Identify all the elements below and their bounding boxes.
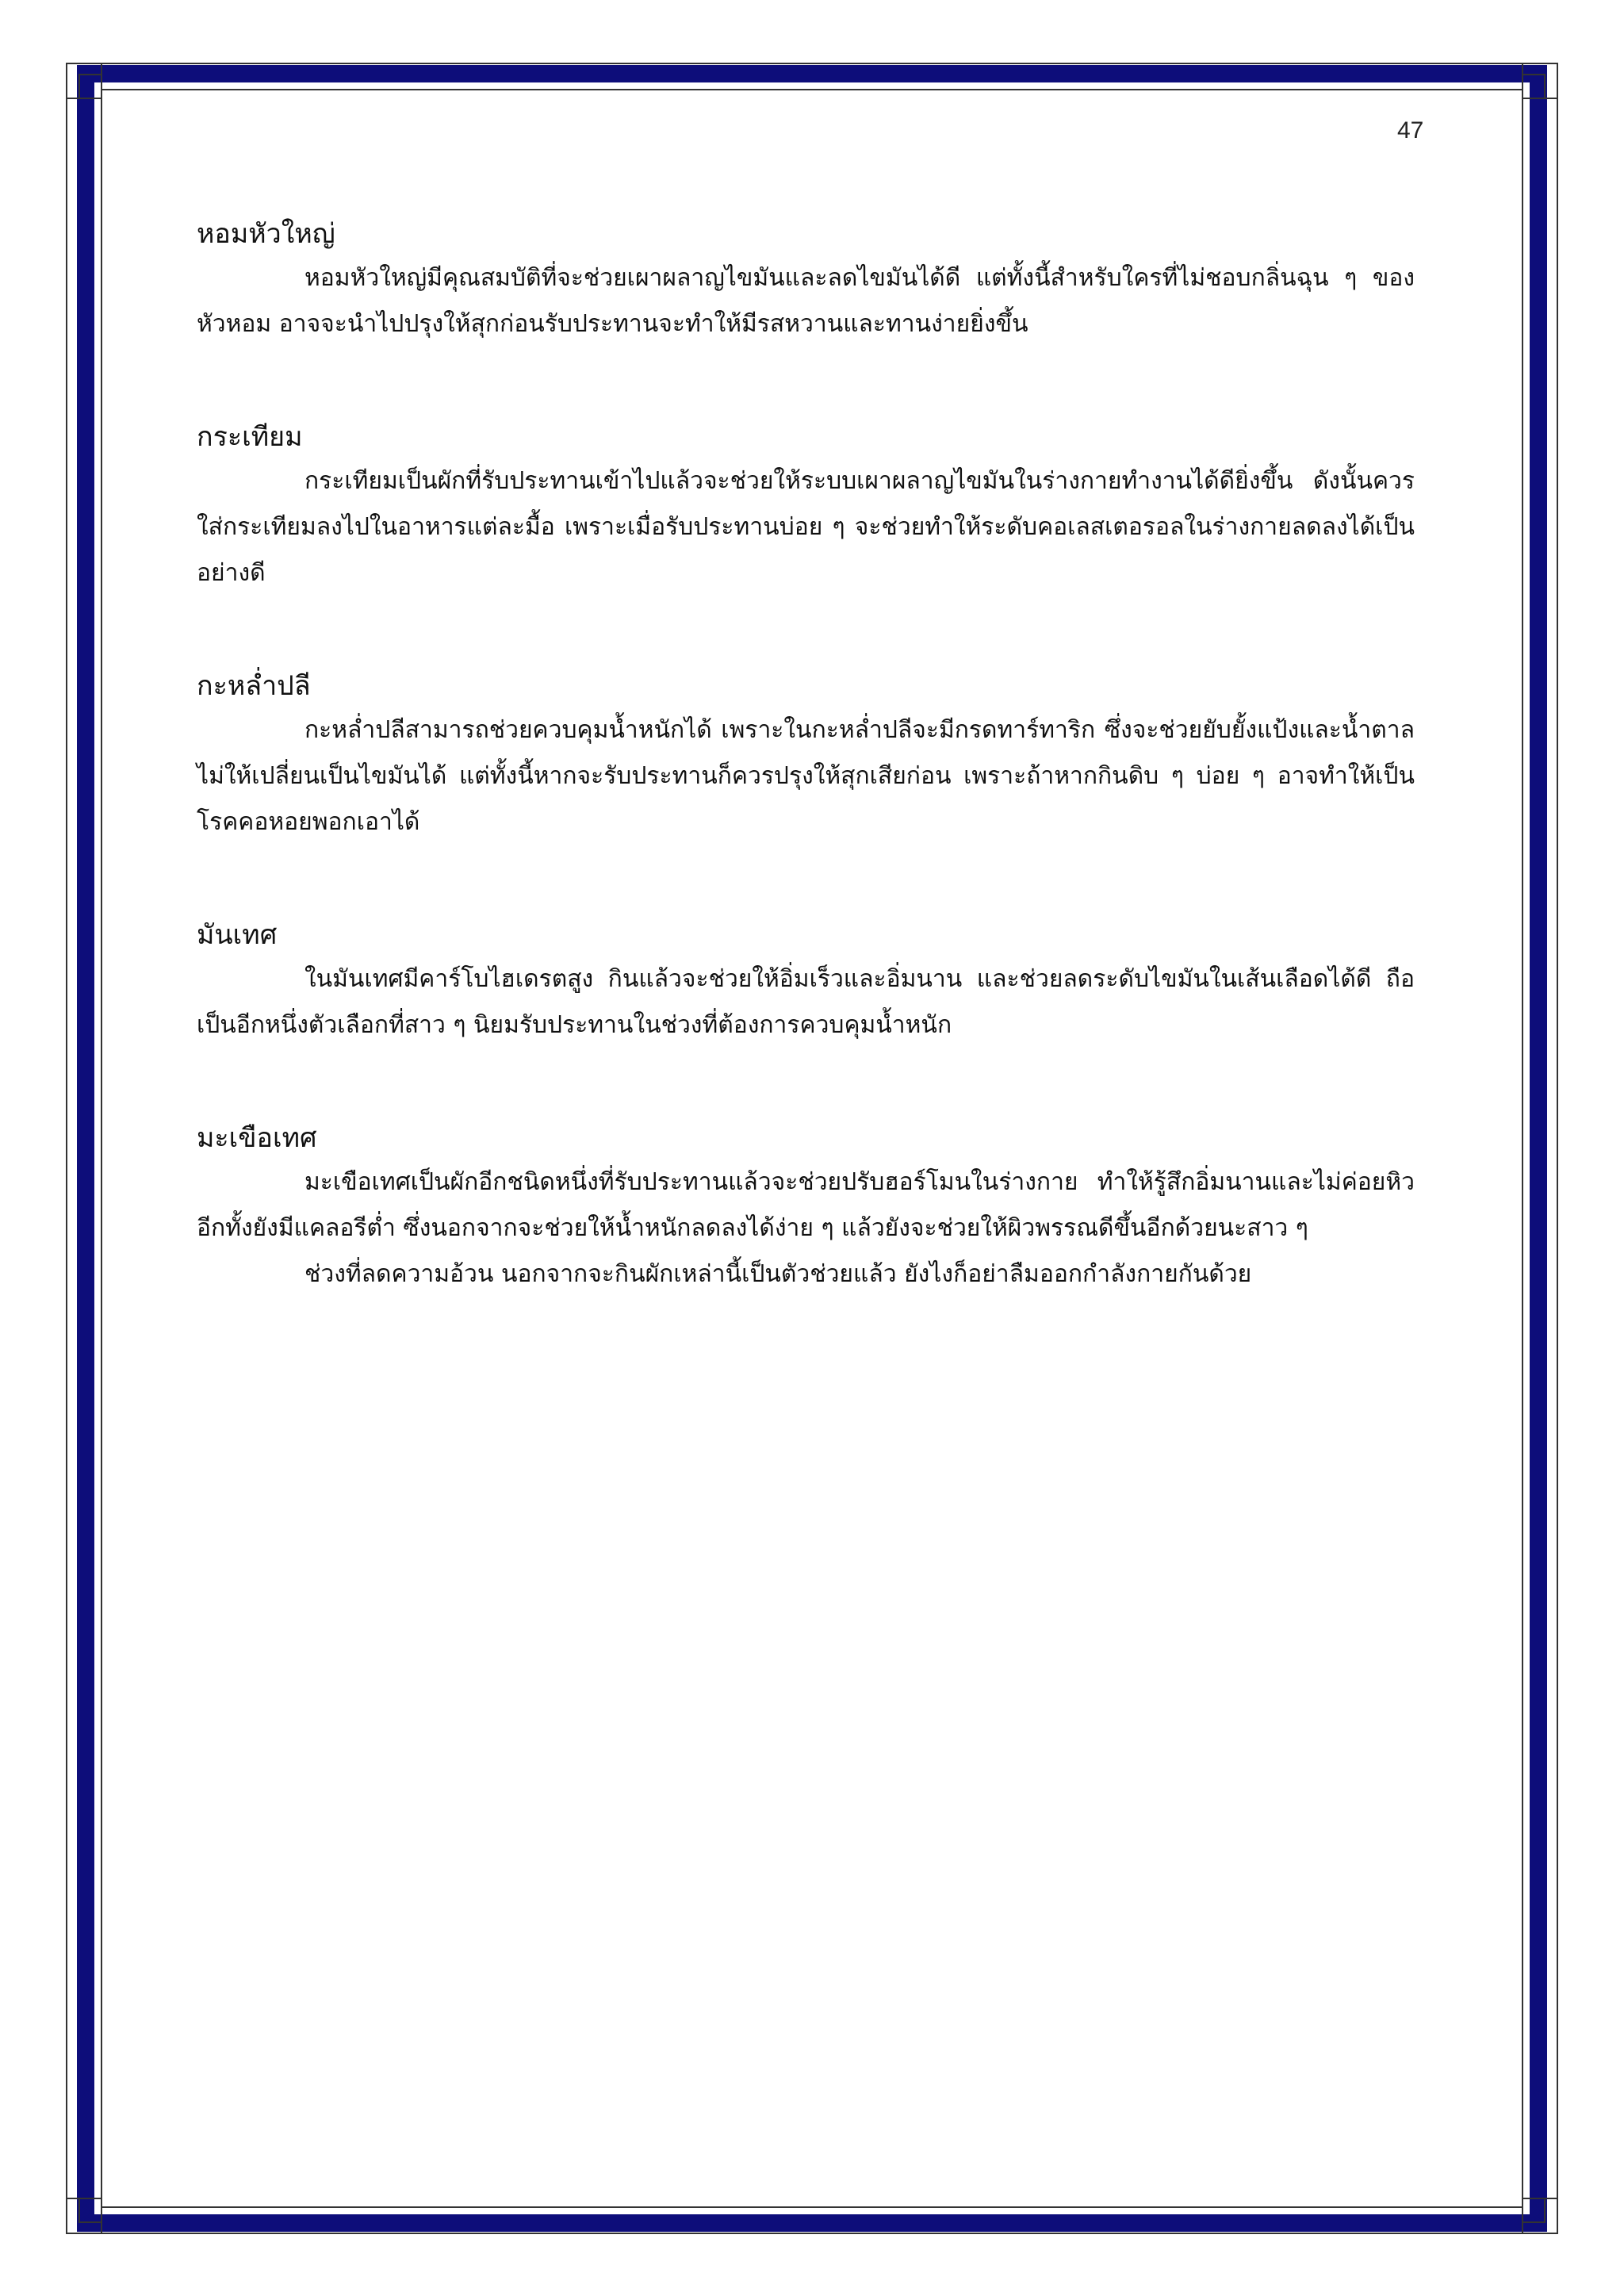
closing-paragraph: ช่วงที่ลดความอ้วน นอกจากจะกินผักเหล่านี้เป็นตัวช่วยแล้ว ยังไงก็อย่าลืมออกกำลังกายกันด้วย <box>304 1260 1252 1288</box>
section-title: กะหล่ำปลี <box>197 670 311 702</box>
section-paragraph: กระเทียมเป็นผักที่รับประทานเข้าไปแล้วจะช่วยให้ระบบเผาผลาญไขมันในร่างกายทำงานได้ดียิ่งขึ้น ดังนั้นควรใส่กระเทียมลงไปในอาหารแต่ละมื้อ เพราะเมื่อรับประทานบ่อย ๆ จะช่วยทำให้ระดับคอเลสเตอรอลในร่างกายลดลงได้เป็นอย่างดี <box>197 467 1415 587</box>
section-tomato <box>197 1117 1415 1297</box>
section-garlic <box>197 416 1415 596</box>
section-title: มะเขือเทศ <box>197 1122 317 1154</box>
page-number: 47 <box>1397 117 1424 144</box>
section-paragraph: หอมหัวใหญ่มีคุณสมบัติที่จะช่วยเผาผลาญไขมันและลดไขมันได้ดี แต่ทั้งนี้สำหรับใครที่ไม่ชอบกลิ่นฉุน ๆ ของหัวหอม อาจจะนำไปปรุงให้สุกก่อนรับประทานจะทำให้มีรสหวานและทานง่ายยิ่งขึ้น <box>197 264 1415 338</box>
section-paragraph: ในมันเทศมีคาร์โบไฮเดรตสูง กินแล้วจะช่วยให้อิ่มเร็วและอิ่มนาน และช่วยลดระดับไขมันในเส้นเลือดได้ดี ถือเป็นอีกหนึ่งตัวเลือกที่สาว ๆ นิยมรับประทานในช่วงที่ต้องการควบคุมน้ำหนัก <box>197 965 1415 1039</box>
section-sweet-potato <box>197 914 1415 1048</box>
section-title: หอมหัวใหญ่ <box>197 218 335 250</box>
document-body <box>197 213 1415 1366</box>
section-paragraph: มะเขือเทศเป็นผักอีกชนิดหนึ่งที่รับประทานแล้วจะช่วยปรับฮอร์โมนในร่างกาย ทำให้รู้สึกอิ่มนานและไม่ค่อยหิว อีกทั้งยังมีแคลอรีต่ำ ซึ่งนอกจากจะช่วยให้น้ำหนักลดลงได้ง่าย ๆ แล้วยังจะช่วยให้ผิวพรรณดีขึ้นอีกด้วยนะสาว ๆ <box>197 1168 1415 1242</box>
section-title: มันเทศ <box>197 919 278 951</box>
section-paragraph: กะหล่ำปลีสามารถช่วยควบคุมน้ำหนักได้ เพราะในกะหล่ำปลีจะมีกรดทาร์ทาริก ซึ่งจะช่วยยับยั้งแป้งและน้ำตาลไม่ให้เปลี่ยนเป็นไขมันได้ แต่ทั้งนี้หากจะรับประทานก็ควรปรุงให้สุกเสียก่อน เพราะถ้าหากกินดิบ ๆ บ่อย ๆ อาจทำให้เป็นโรคคอหอยพอกเอาได้ <box>197 716 1415 836</box>
section-onion <box>197 213 1415 347</box>
section-cabbage <box>197 665 1415 845</box>
section-title: กระเทียม <box>197 421 303 453</box>
